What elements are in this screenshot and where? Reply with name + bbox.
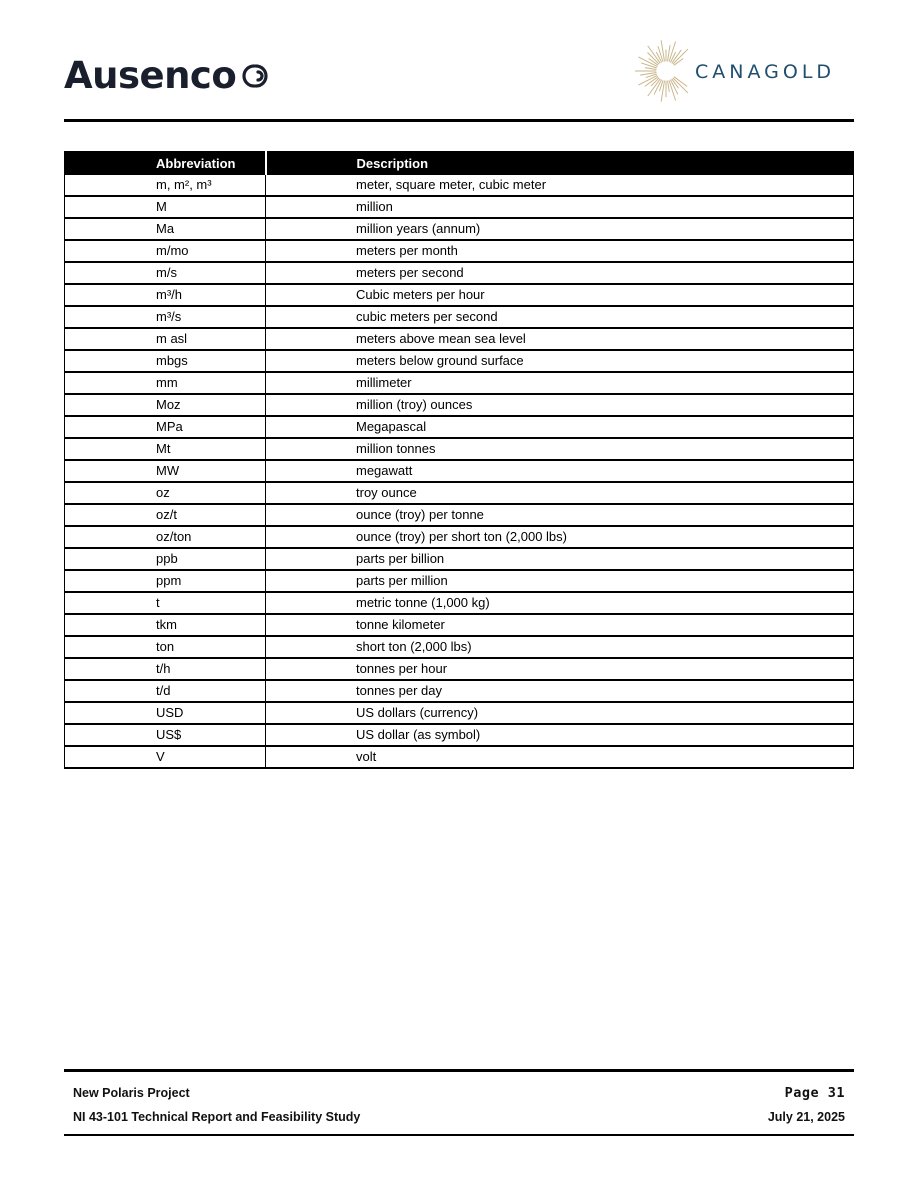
table-row [65, 328, 854, 350]
description-cell: million (troy) ounces [266, 394, 854, 416]
footer-divider-top [64, 1069, 854, 1072]
abbreviation-cell: tkm [65, 614, 266, 636]
abbreviation-cell: m³/s [65, 306, 266, 328]
abbreviation-cell: t [65, 592, 266, 614]
header-divider [64, 119, 854, 122]
abbreviation-cell: m asl [65, 328, 266, 350]
description-cell: tonne kilometer [266, 614, 854, 636]
table-row [65, 284, 854, 306]
abbreviation-cell: Moz [65, 394, 266, 416]
table-body [65, 175, 854, 769]
table-row [65, 196, 854, 218]
description-cell: meters below ground surface [266, 350, 854, 372]
table-row [65, 702, 854, 724]
description-cell: tonnes per day [266, 680, 854, 702]
description-cell: troy ounce [266, 482, 854, 504]
description-cell: meter, square meter, cubic meter [266, 175, 854, 197]
description-cell: Cubic meters per hour [266, 284, 854, 306]
table-row [65, 680, 854, 702]
column-header-description: Description [266, 152, 854, 175]
footer-divider-bottom [64, 1134, 854, 1136]
abbreviation-cell: M [65, 196, 266, 218]
abbreviation-cell: m, m², m³ [65, 175, 266, 197]
report-date: July 21, 2025 [767, 1110, 845, 1124]
table-row [65, 240, 854, 262]
abbreviation-cell: US$ [65, 724, 266, 746]
table-row [65, 372, 854, 394]
abbreviation-cell: mm [65, 372, 266, 394]
abbreviation-cell: ppb [65, 548, 266, 570]
ausenco-logo-text: Ausenco [64, 53, 237, 97]
footer-left [73, 1085, 360, 1133]
abbreviation-cell: oz [65, 482, 266, 504]
table-row [65, 416, 854, 438]
abbreviations-table [64, 151, 854, 769]
description-cell: million tonnes [266, 438, 854, 460]
abbreviation-cell: m³/h [65, 284, 266, 306]
description-cell: short ton (2,000 lbs) [266, 636, 854, 658]
description-cell: megawatt [266, 460, 854, 482]
description-cell: ounce (troy) per short ton (2,000 lbs) [266, 526, 854, 548]
table-row [65, 746, 854, 768]
description-cell: million [266, 196, 854, 218]
table-row [65, 306, 854, 328]
table-row [65, 262, 854, 284]
description-cell: parts per billion [266, 548, 854, 570]
table-row [65, 175, 854, 197]
description-cell: parts per million [266, 570, 854, 592]
table-row [65, 482, 854, 504]
description-cell: US dollar (as symbol) [266, 724, 854, 746]
abbreviation-cell: mbgs [65, 350, 266, 372]
table-row [65, 350, 854, 372]
description-cell: meters above mean sea level [266, 328, 854, 350]
description-cell: ounce (troy) per tonne [266, 504, 854, 526]
canagold-logo [634, 38, 835, 104]
footer-right [768, 1085, 845, 1133]
description-cell: US dollars (currency) [266, 702, 854, 724]
table-row [65, 526, 854, 548]
description-cell: million years (annum) [266, 218, 854, 240]
description-cell: millimeter [266, 372, 854, 394]
description-cell: metric tonne (1,000 kg) [266, 592, 854, 614]
abbreviation-cell: Ma [65, 218, 266, 240]
table-row [65, 636, 854, 658]
table-row [65, 724, 854, 746]
table-row [65, 460, 854, 482]
abbreviation-cell: MW [65, 460, 266, 482]
table-row [65, 614, 854, 636]
table-row [65, 218, 854, 240]
table-header-row [65, 152, 854, 175]
sunburst-icon [634, 38, 698, 104]
abbreviation-cell: m/s [65, 262, 266, 284]
footer-report-title: NI 43-101 Technical Report and Feasibility Study [73, 1110, 361, 1124]
abbreviation-cell: USD [65, 702, 266, 724]
description-cell: volt [266, 746, 854, 768]
abbreviation-cell: t/h [65, 658, 266, 680]
abbreviation-cell: V [65, 746, 266, 768]
table-row [65, 592, 854, 614]
abbreviation-cell: t/d [65, 680, 266, 702]
abbreviation-cell: oz/ton [65, 526, 266, 548]
table-row [65, 438, 854, 460]
description-cell: meters per month [266, 240, 854, 262]
page-header [0, 0, 918, 125]
abbreviation-cell: m/mo [65, 240, 266, 262]
ausenco-logo [64, 53, 276, 97]
description-cell: cubic meters per second [266, 306, 854, 328]
abbreviation-cell: ppm [65, 570, 266, 592]
abbreviation-cell: ton [65, 636, 266, 658]
column-header-abbreviation: Abbreviation [65, 152, 266, 175]
table-row [65, 570, 854, 592]
abbreviation-cell: Mt [65, 438, 266, 460]
table-row [65, 504, 854, 526]
ausenco-swirl-icon [234, 56, 276, 94]
abbreviation-cell: MPa [65, 416, 266, 438]
description-cell: meters per second [266, 262, 854, 284]
abbreviation-cell: oz/t [65, 504, 266, 526]
description-cell: tonnes per hour [266, 658, 854, 680]
canagold-logo-text: CANAGOLD [695, 61, 836, 83]
description-cell: Megapascal [266, 416, 854, 438]
table-row [65, 658, 854, 680]
table-row [65, 548, 854, 570]
footer-project-name: New Polaris Project [73, 1086, 190, 1100]
page-number: Page 31 [784, 1085, 845, 1101]
table-row [65, 394, 854, 416]
